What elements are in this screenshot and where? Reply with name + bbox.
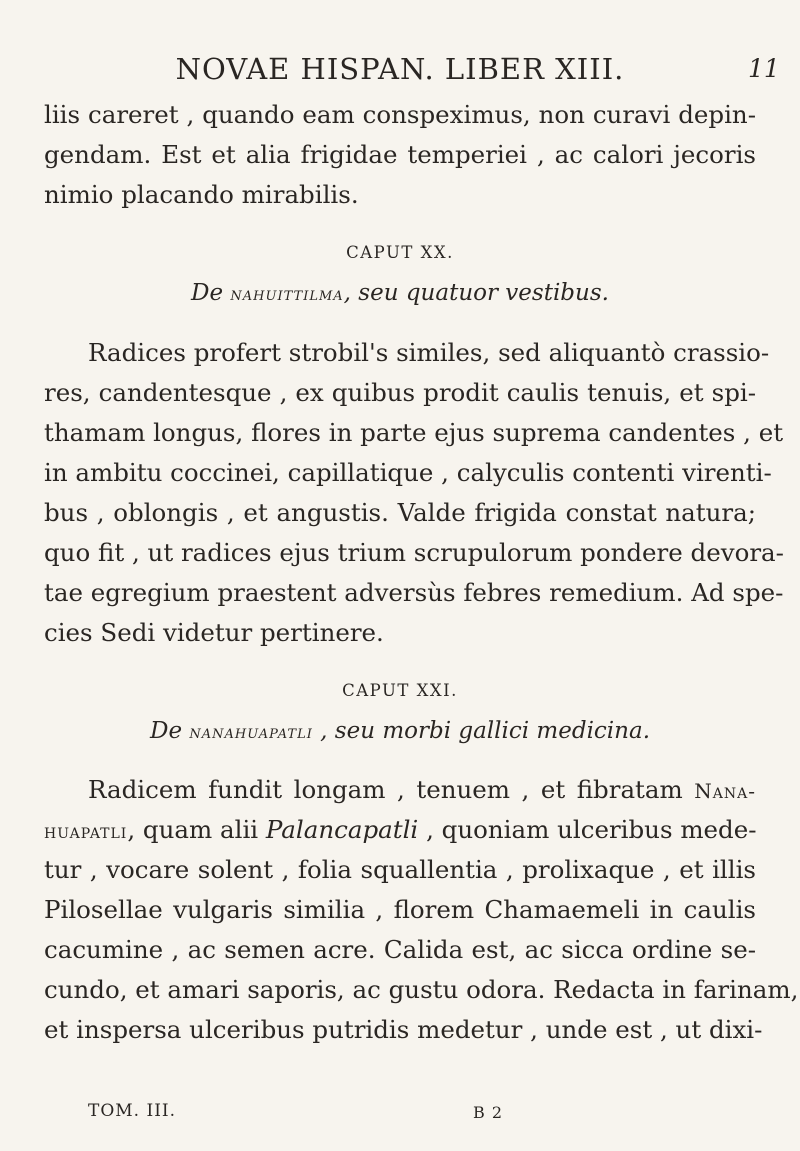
text-line: tae egregium praestent adversùs febres remedium. Ad spe- (44, 578, 784, 607)
text-line: quo fit , ut radices ejus trium scrupulorum pondere devora- (44, 538, 784, 567)
text-line (88, 775, 756, 804)
text-line: cacumine , ac semen acre. Calida est, ac sicca ordine se- (44, 935, 756, 964)
text-span: , quoniam ulceribus mede- (426, 815, 757, 844)
text-line: nimio placando mirabilis. (44, 180, 359, 209)
volume-mark: TOM. III. (88, 1101, 177, 1121)
plant-name: huapatli (44, 819, 128, 843)
text-line: tur , vocare solent , folia squallentia , prolixaque , et illis (44, 855, 756, 884)
text-line: et inspersa ulceribus putridis medetur , unde est , ut dixi- (44, 1015, 763, 1044)
title-prefix: De (191, 280, 224, 306)
text-line: res, candentesque , ex quibus prodit caulis tenuis, et spi- (44, 378, 756, 407)
text-line: Pilosellae vulgaris similia , florem Chamaemeli in caulis (44, 895, 756, 924)
title-suffix: , seu quatuor vestibus. (343, 280, 609, 306)
chapter-heading: CAPUT XXI. (342, 681, 458, 700)
text-line: in ambitu coccinei, capillatique , calyculis contenti virenti- (44, 458, 772, 487)
plant-name: Nana- (694, 779, 756, 803)
chapter-title (0, 718, 800, 744)
plant-name: nanahuapatli (189, 721, 313, 743)
signature-mark: B 2 (473, 1103, 504, 1122)
plant-synonym: Palancapatli (265, 815, 419, 844)
title-suffix: , seu morbi gallici medicina. (320, 718, 650, 744)
text-line: liis careret , quando eam conspeximus, non curavi depin- (44, 100, 756, 129)
text-span: , quam alii (127, 815, 259, 844)
chapter-title (0, 280, 800, 306)
text-line: gendam. Est et alia frigidae temperiei , ac calori jecoris (44, 140, 756, 169)
text-line: thamam longus, flores in parte ejus suprema candentes , et (44, 418, 784, 447)
page-number: 11 (748, 54, 780, 83)
text-span: Radicem fundit longam , tenuem , et fibratam (88, 775, 683, 804)
chapter-heading: CAPUT XX. (346, 243, 454, 262)
text-line: bus , oblongis , et angustis. Valde frigida constat natura; (44, 498, 756, 527)
plant-name: nahuittilma (230, 283, 344, 305)
text-line (44, 815, 756, 844)
text-line: cundo, et amari saporis, ac gustu odora. Redacta in farinam, (44, 975, 799, 1004)
running-head: NOVAE HISPAN. LIBER XIII. (175, 52, 625, 86)
title-prefix: De (150, 718, 183, 744)
text-line: cies Sedi videtur pertinere. (44, 618, 384, 647)
text-line: Radices profert strobil's similes, sed aliquantò crassio- (88, 338, 770, 367)
